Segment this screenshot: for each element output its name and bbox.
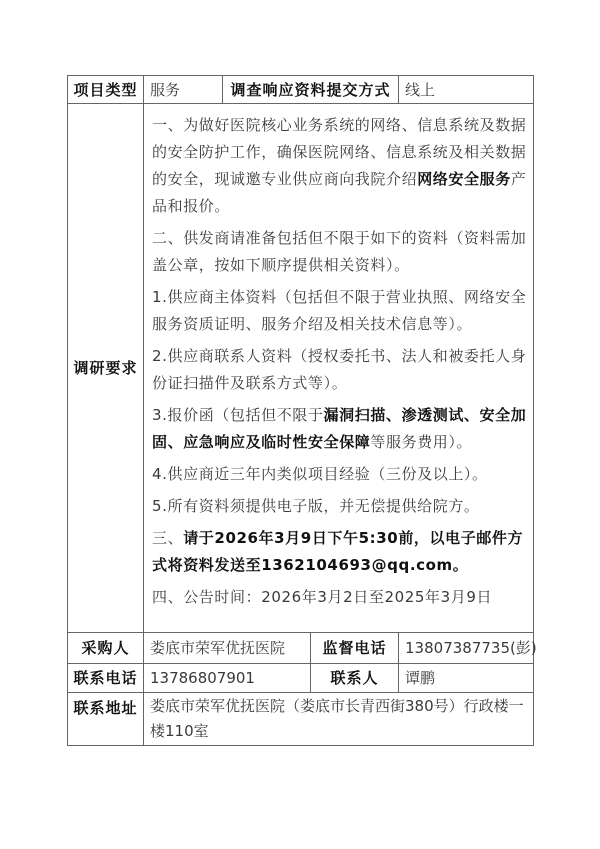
submit-method-label: 调查响应资料提交方式: [223, 76, 399, 104]
contact-phone-value: 13786807901: [144, 664, 311, 693]
requirement-paragraph: [152, 343, 527, 397]
text: 2.供应商联系人资料（授权委托书、法人和被委托人身份证扫描件及联系方式等）。: [152, 347, 527, 392]
requirement-paragraph: [152, 525, 527, 579]
header-row: [68, 76, 534, 104]
text: 5.所有资料须提供电子版，并无偿提供给院方。: [152, 497, 480, 515]
text: 一、为做好医院核心业务系统的网络、信息系统及数据的安全防护工作，确保医院网络、信息系统及相关数据的安全，现诚邀专业供应商向我院介绍: [152, 116, 527, 188]
text: 4.供应商近三年内类似项目经验（三份及以上）。: [152, 465, 488, 483]
requirement-paragraph: [152, 112, 527, 220]
contact-row: [68, 664, 534, 693]
requirements-row: [68, 104, 534, 633]
requirement-paragraph: [152, 284, 527, 338]
text: 1.供应商主体资料（包括但不限于营业执照、网络安全服务资质证明、服务介绍及相关技术信息等）。: [152, 288, 527, 333]
bold-text: 漏洞扫描、渗透测试、安全加固、应急响应及临时性安全保障: [152, 406, 527, 451]
text: 三、: [152, 529, 184, 547]
address-row: [68, 693, 534, 746]
contact-phone-label: 联系电话: [68, 664, 144, 693]
requirement-paragraph: [152, 225, 527, 279]
requirement-paragraph: [152, 493, 527, 520]
requirements-label: 调研要求: [68, 104, 144, 633]
submit-method-value: 线上: [399, 76, 534, 104]
text: 等服务费用）。: [370, 433, 473, 451]
survey-table: [67, 75, 537, 746]
text: 3.报价函（包括但不限于: [152, 406, 324, 424]
contact-person-label: 联系人: [311, 664, 399, 693]
supervise-phone-label: 监督电话: [311, 633, 399, 664]
project-type-value: 服务: [144, 76, 223, 104]
purchaser-row: [68, 633, 534, 664]
text: 二、供发商请准备包括但不限于如下的资料（资料需加盖公章，按如下顺序提供相关资料）。: [152, 229, 527, 274]
text: 产品和报价。: [152, 170, 527, 215]
requirement-paragraph: [152, 461, 527, 488]
text: 四、公告时间：2026年3月2日至2025年3月9日: [152, 588, 493, 606]
requirements-content: [144, 104, 534, 633]
purchaser-label: 采购人: [68, 633, 144, 664]
purchaser-value: 娄底市荣军优抚医院: [144, 633, 311, 664]
contact-person-value: 谭鹏: [399, 664, 534, 693]
bold-text: 网络安全服务: [417, 170, 511, 188]
address-value: 娄底市荣军优抚医院（娄底市长青西街380号）行政楼一楼110室: [144, 693, 534, 746]
requirement-paragraph: [152, 584, 527, 611]
supervise-phone-value: 13807387735(彭): [399, 633, 534, 664]
bold-text: 请于2026年3月9日下午5:30前，以电子邮件方式将资料发送至1362104693@qq.com。: [152, 529, 524, 574]
requirement-paragraph: [152, 402, 527, 456]
project-type-label: 项目类型: [68, 76, 144, 104]
address-label: 联系地址: [68, 693, 144, 746]
